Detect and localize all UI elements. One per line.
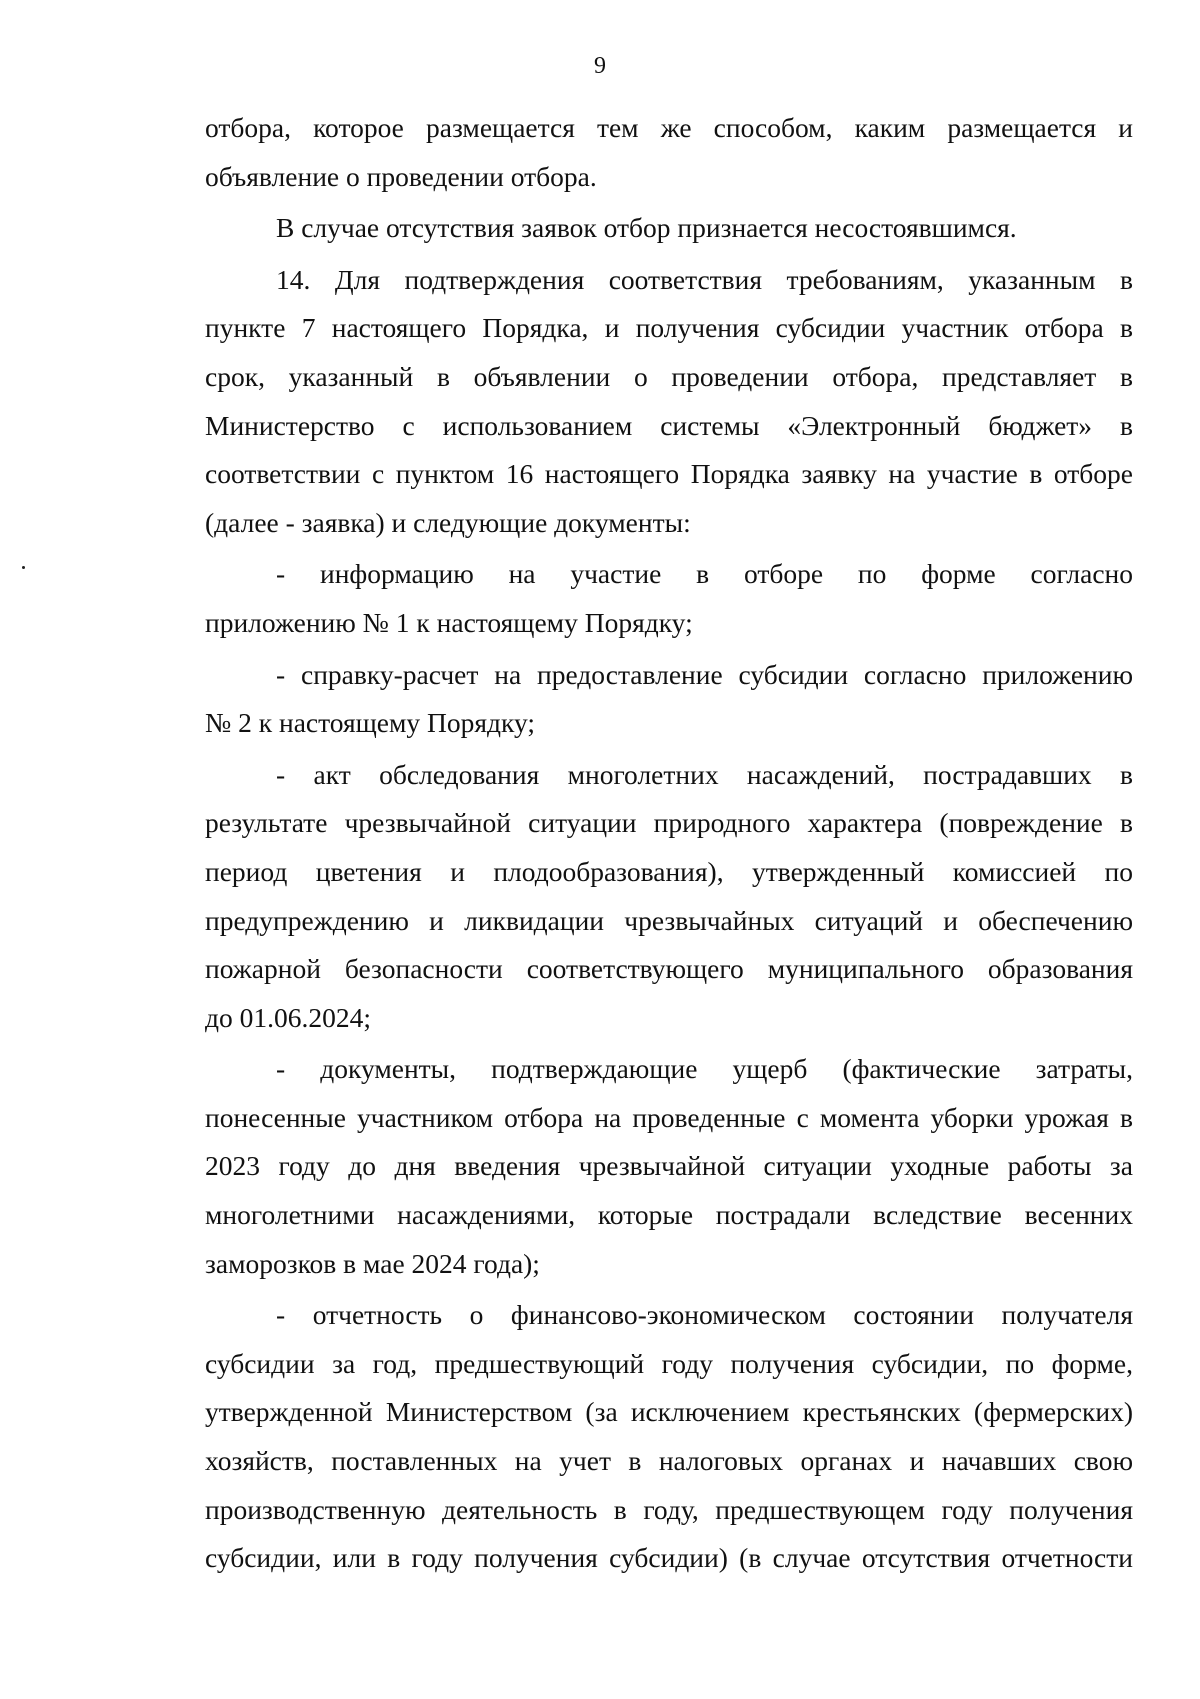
text-line: объявление о проведении отбора.: [205, 160, 597, 192]
text-line: заморозков в мае 2024 года);: [205, 1247, 540, 1279]
text-line: период цветения и плодообразования), утвержденный комиссией по: [205, 855, 1133, 887]
text-line: срок, указанный в объявлении о проведении отбора, представляет в: [205, 360, 1133, 392]
text-line: соответствии с пунктом 16 настоящего Порядка заявку на участие в отборе: [205, 458, 1133, 490]
text-line: производственную деятельность в году, предшествующем году получения: [205, 1493, 1133, 1525]
text-line: - отчетность о финансово-экономическом состоянии получателя: [276, 1299, 1133, 1331]
text-line: до 01.06.2024;: [205, 1001, 372, 1033]
text-line: субсидии, или в году получения субсидии) (в случае отсутствия отчетности: [205, 1542, 1133, 1574]
text-line: результате чрезвычайной ситуации природного характера (повреждение в: [205, 807, 1133, 839]
text-line: субсидии за год, предшествующий году получения субсидии, по форме,: [205, 1347, 1133, 1379]
paragraph: [205, 204, 1133, 253]
text-line: хозяйств, поставленных на учет в налоговых органах и начавших свою: [205, 1445, 1133, 1477]
paragraph: [205, 256, 1133, 548]
text-line: - акт обследования многолетних насаждений, пострадавших в: [276, 758, 1133, 790]
text-line: отбора, которое размещается тем же способом, каким размещается и: [205, 112, 1133, 143]
text-line: (далее - заявка) и следующие документы:: [205, 506, 691, 538]
scan-speck: [22, 566, 25, 569]
text-line: пункте 7 настоящего Порядка, и получения субсидии участник отбора в: [205, 312, 1133, 344]
text-line: Министерство с использованием системы «Электронный бюджет» в: [205, 409, 1133, 441]
paragraph: [205, 104, 1133, 201]
text-line: В случае отсутствия заявок отбор признается несостоявшимся.: [276, 212, 1017, 244]
text-line: - документы, подтверждающие ущерб (фактические затраты,: [276, 1053, 1133, 1085]
text-line: - справку-расчет на предоставление субсидии согласно приложению: [276, 658, 1133, 690]
text-line: приложению № 1 к настоящему Порядку;: [205, 606, 693, 638]
text-line: понесенные участником отбора на проведенные с момента уборки урожая в: [205, 1101, 1133, 1133]
paragraph: [205, 651, 1133, 748]
page-number: 9: [594, 53, 606, 79]
text-line: многолетними насаждениями, которые пострадали вследствие весенних: [205, 1199, 1133, 1231]
text-line: пожарной безопасности соответствующего муниципального образования: [205, 953, 1133, 985]
text-line: предупреждению и ликвидации чрезвычайных ситуаций и обеспечению: [205, 904, 1133, 936]
text-line: 14. Для подтверждения соответствия требованиям, указанным в: [276, 263, 1133, 295]
paragraph: [205, 1045, 1133, 1288]
text-line: № 2 к настоящему Порядку;: [205, 707, 536, 739]
text-line: утвержденной Министерством (за исключением крестьянских (фермерских): [205, 1396, 1133, 1428]
text-line: 2023 году до дня введения чрезвычайной ситуации уходные работы за: [205, 1150, 1133, 1182]
paragraph: [205, 751, 1133, 1043]
paragraph: [205, 1291, 1133, 1583]
text-line: - информацию на участие в отборе по форме согласно: [276, 558, 1133, 590]
paragraph: [205, 550, 1133, 647]
document-body: [205, 104, 1133, 1586]
